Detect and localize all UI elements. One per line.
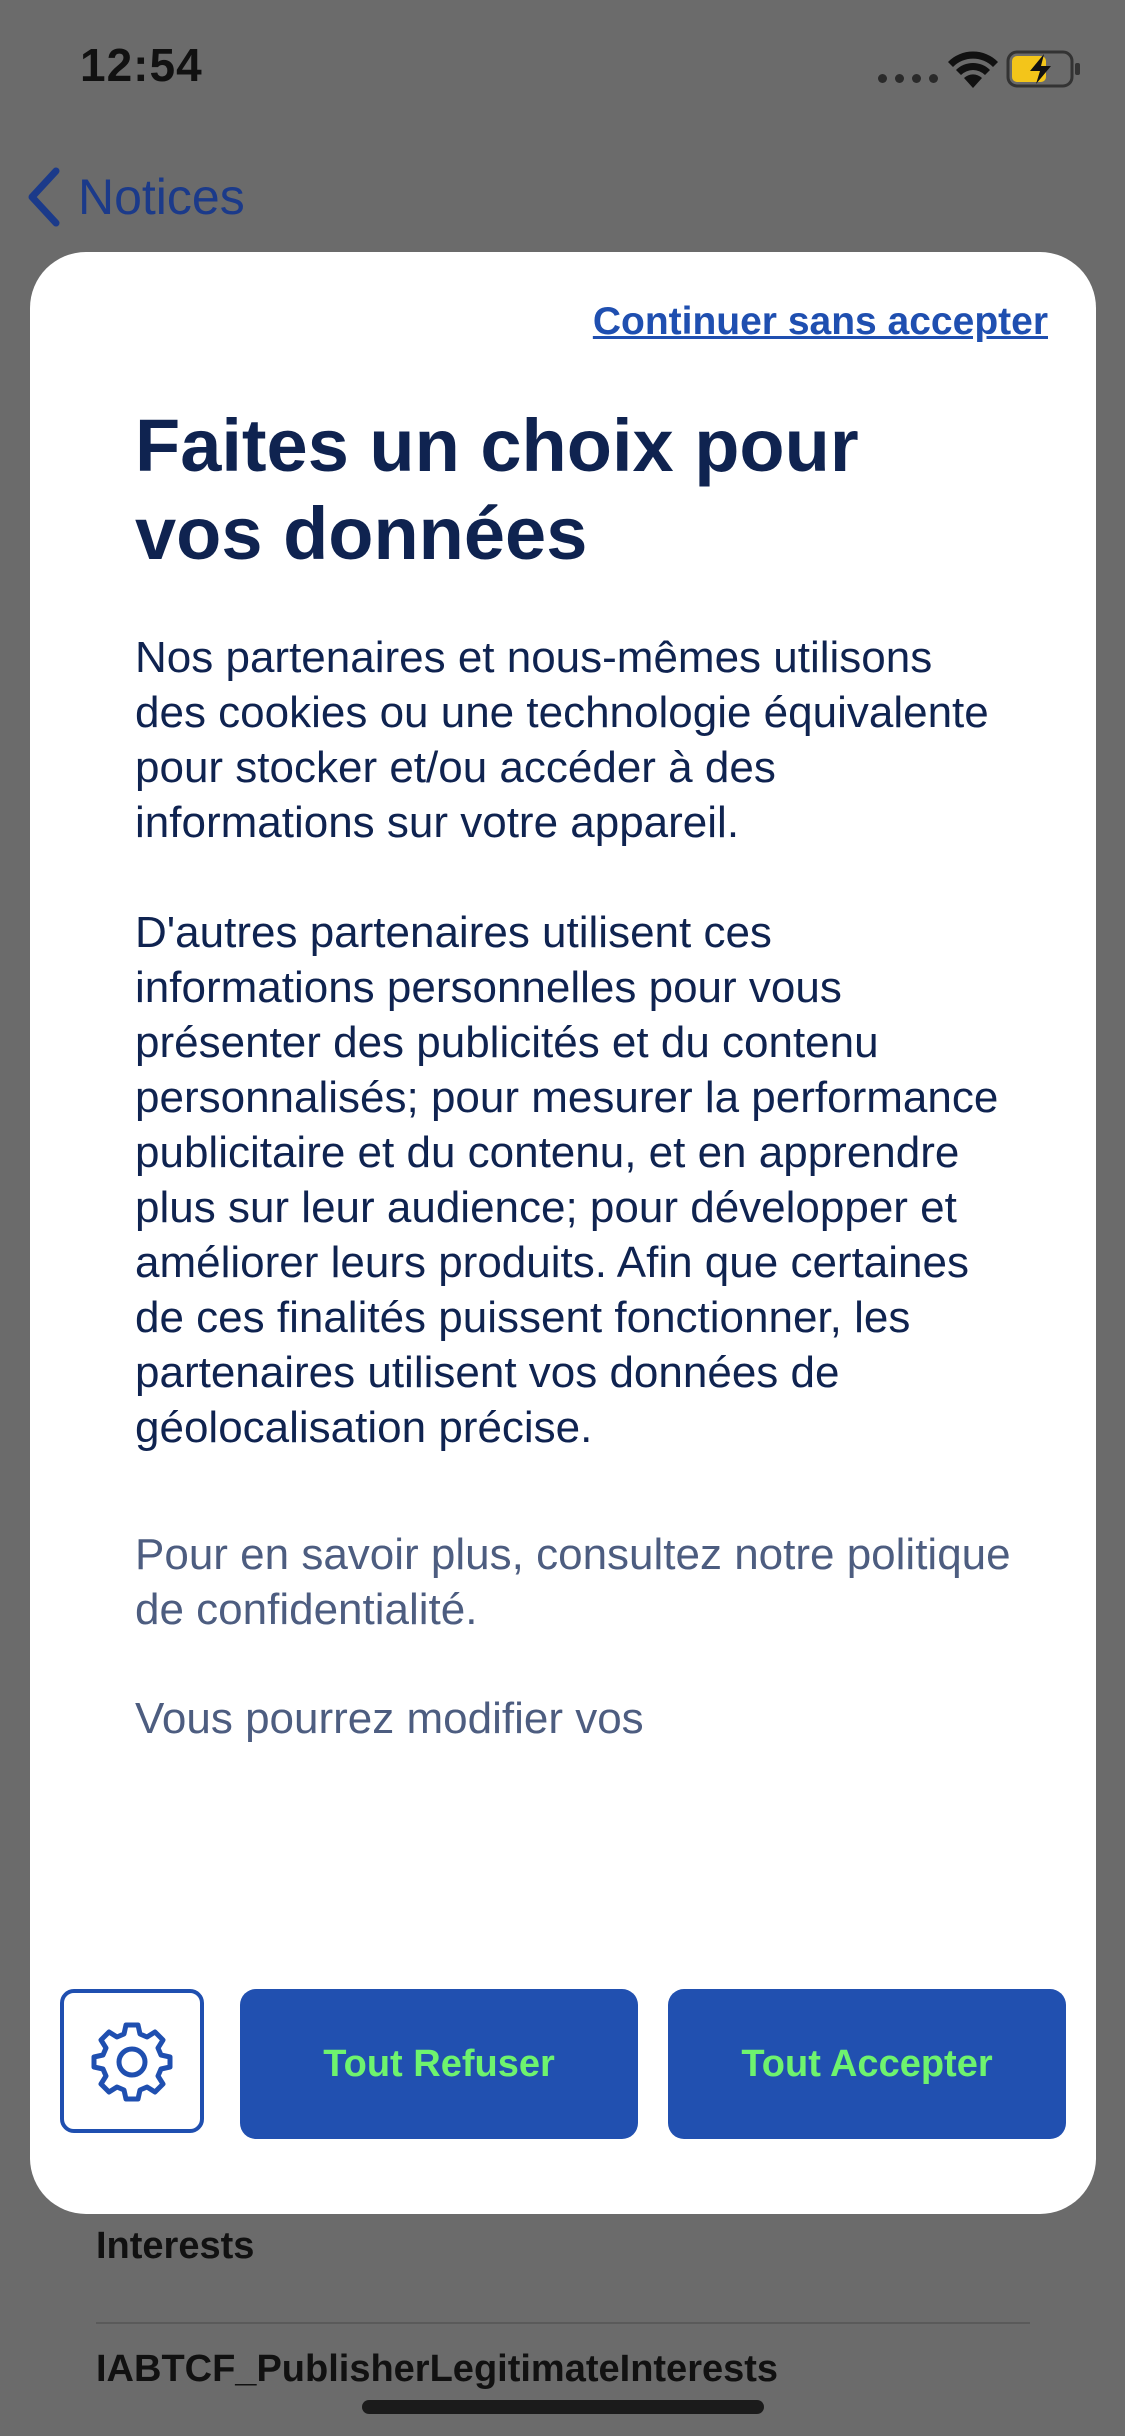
chevron-left-icon	[24, 165, 66, 229]
refuse-all-button[interactable]: Tout Refuser	[240, 1989, 638, 2139]
continue-without-accepting-link[interactable]: Continuer sans accepter	[592, 300, 1048, 343]
home-indicator	[362, 2400, 764, 2414]
back-label: Notices	[78, 169, 245, 225]
battery-charging-icon	[1006, 50, 1082, 88]
status-time: 12:54	[80, 39, 203, 91]
cellular-signal-icon	[878, 74, 938, 83]
divider	[96, 2322, 1030, 2324]
privacy-policy-text: Pour en savoir plus, consultez notre politique de confidentialité.	[135, 1530, 1011, 1634]
wifi-icon	[945, 50, 1001, 90]
settings-button[interactable]	[60, 1989, 204, 2133]
gear-icon	[90, 2019, 174, 2103]
status-bar	[0, 0, 1125, 140]
consent-modal	[30, 252, 1096, 2214]
list-item: IABTCF_PublisherLegitimateInterests	[96, 2348, 779, 2390]
accept-all-button[interactable]: Tout Accepter	[668, 1989, 1066, 2139]
list-item: Interests	[96, 2225, 255, 2267]
consent-paragraph: Vous pourrez modifier vos	[135, 1694, 644, 1743]
consent-paragraph: D'autres partenaires utilisent ces informations personnelles pour vous présenter des publicités et du contenu personnalisés; pour mesurer la performance publicitaire et du contenu, et en apprendre plus sur leur audience; pour développer et améliorer leurs produits. Afin que certaines de ces finalités puissent fonctionner, les partenaires utilisent vos données de géolocalisation précise.	[135, 908, 999, 1452]
back-button[interactable]	[24, 165, 245, 229]
consent-paragraph: Nos partenaires et nous-mêmes utilisons des cookies ou une technologie équivalente pour stocker et/ou accéder à des informations sur votre appareil.	[135, 633, 989, 847]
consent-text[interactable]	[135, 630, 1015, 2145]
modal-title: Faites un choix pour vos données	[135, 404, 859, 575]
